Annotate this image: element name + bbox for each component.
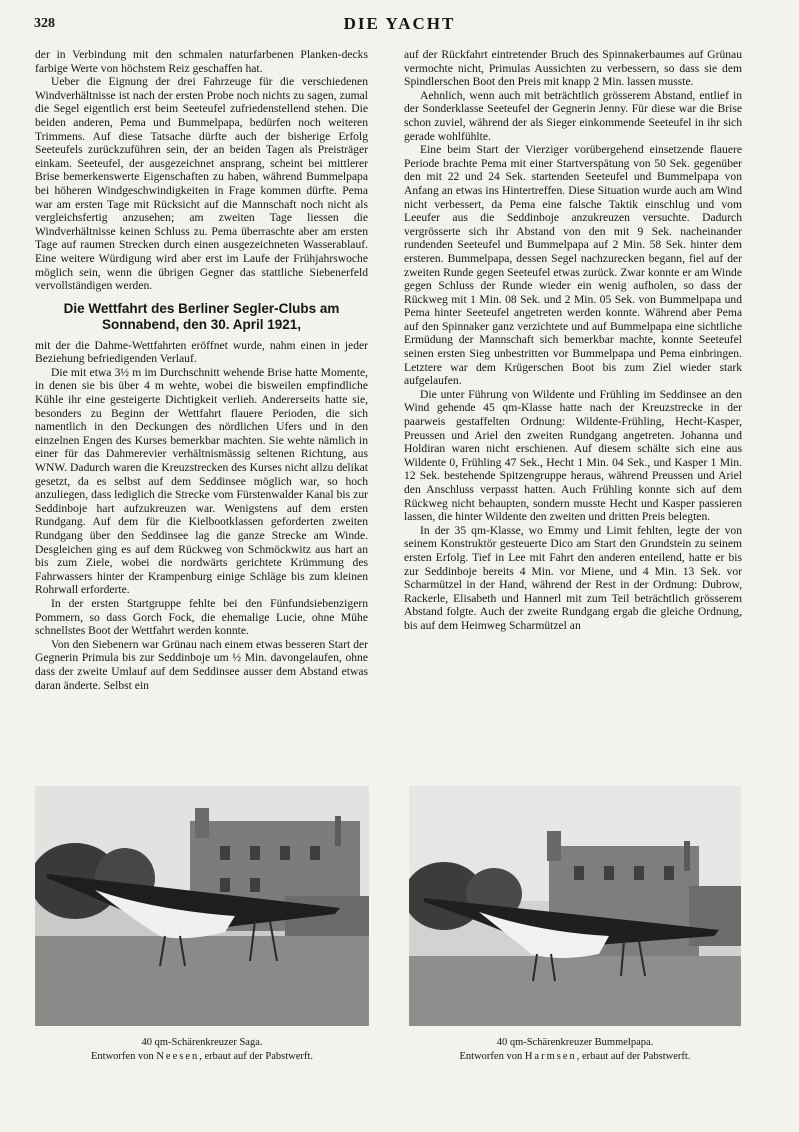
paragraph: Ueber die Eignung der drei Fahrzeuge für die verschiedenen Windverhältnisse ist nach der ersten Probe noch nichts zu sagen, zumal die Segel eigentlich erst beim Seeteufel zufriedenstellend stehen. Die beiden anderen, Pema und Bummelpapa, bedürfen noch weiteren Trimmens. Auf diese Tatsache dürfte auch der bisherige Erfolg Seeteufels zurückzuführen sein, der an beiden Tagen als Preisträger einkam. Seeteufel, der ausgezeichnet ansprang, scheint bei mittlerer Brise bemerkenswerte Eigenschaften zu haben, während Bummelpapa bei höheren Windgeschwindigkeiten in Frage kommen dürfte. Pema war am ersten Tage mit Rücksicht auf die Mannschaft noch nicht als vergleichsfertig anzusehen; am zweiten Tage liessen die Windverhältnisse keinen Schluss zu. Pema überraschte aber am ersten Tage auf raumen Strecken durch einen ausgezeichneten Wasserablauf. Eine weitere Würdigung wird aber erst im Laufe der Frühjahrswoche möglich sein, wenn die übrigen Gegner das stattliche Siebenerfeld vervollständigen werden. [35,75,368,293]
page-number: 328 [34,16,55,31]
paragraph: Eine beim Start der Vierziger vorübergehend einsetzende flauere Periode brachte Pema mit einer Startverspätung von 50 Sek. gegenüber den mit 22 und 24 Sek. startenden Seeteufel und Bummelpapa von Anfang an etwas ins Hintertreffen. Diese Situation wurde auch am Wind nicht verbessert, da Pema eine falsche Taktik einschlug und vom Leeufer aus die Seddinboje anzukreuzen versuchte. Dadurch vergrösserte sich ihr Abstand von den mit 9 Sek. nacheinander rundenden Seeteufel und Bummelpapa auf 2 Min. 58 Sek. hinter dem ersteren. Bummelpapa, dessen Segel nachzurecken begann, fiel auf der zweiten Runde gegen Seeteufel etwas zurück. Zwar konnte er am Winde gegen Schluss der Runde wieder ein wenig aufholen, so dass der Rückweg mit 1 Min. 08 Sek. und 2 Min. 05 Sek. von Bummelpapa und Pema hinter Seeteufel angetreten werden konnte. Während aber Pema auf den Spinnaker ganz verzichtete und auf Bummelpapa eine sichtliche Ermüdung der Mannschaft sich bemerkbar machte, konnte Seeteufel seinen ersten Sieg unbestritten vor Bummelpapa und Pema einbringen. Letztere war dem Krügerschen Boot bis zum Ziel wieder stark aufgelaufen. [404,143,742,388]
paragraph: Von den Siebenern war Grünau nach einem etwas besseren Start der Gegnerin Primula bis zur Seddinboje um ½ Min. davongelaufen, ohne dass der zweite Umlauf auf dem Seddinsee ausser dem Abstand etwas daran änderte. Selbst ein [35,637,368,692]
left-column [35,48,368,692]
running-title: DIE YACHT [343,14,456,33]
caption-title: 40 qm-Schärenkreuzer Bummelpapa. [496,1037,654,1048]
caption-title: 40 qm-Schärenkreuzer Saga. [141,1037,263,1048]
caption-credit [409,1050,741,1064]
paragraph: auf der Rückfahrt eintretender Bruch des Spinnakerbaumes auf Grünau vermochte nicht, Primulas Aussichten zu verbessern, so dass sie dem Spindlerschen Boot den Preis mit knapp 2 Min. lassen musste. [404,48,742,89]
photo-yacht-saga [35,786,369,1026]
figure-caption-saga [35,1036,369,1063]
caption-prefix: Entworfen von [459,1050,523,1062]
photo-yacht-bummelpapa [409,786,741,1026]
caption-suffix: , erbaut auf der Pabstwerft. [576,1050,691,1062]
paragraph: In der ersten Startgruppe fehlte bei den Fünfundsiebenzigern Pommern, so dass Gorch Fock, die ehemalige Lucie, ohne Mühe schnellstes Boot der Wettfahrt werden konnte. [35,596,368,638]
caption-prefix: Entworfen von [91,1050,154,1062]
caption-designer: Neesen [156,1050,200,1062]
paragraph: Aehnlich, wenn auch mit beträchtlich grösserem Abstand, entlief in der Sonderklasse Seeteufel der Gegnerin Jenny. Für diese war die Brise schon zuviel, während der als Sieger einkommende Seeteufel in ihr sich gerade wohlfühlte. [404,88,742,143]
paragraph: der in Verbindung mit den schmalen naturfarbenen Planken-decks farbige Werte von höchstem Reiz geschaffen hat. [35,48,368,75]
caption-credit [35,1050,369,1064]
caption-suffix: , erbaut auf der Pabstwerft. [199,1050,313,1062]
paragraph: mit der die Dahme-Wettfahrten eröffnet wurde, nahm einen in jeder Beziehung befriedigenden Verlauf. [35,338,368,366]
yacht-photo-illustration [35,786,369,1026]
paragraph: Die unter Führung von Wildente und Frühling im Seddinsee an den Wind gehende 45 qm-Klasse hatte nach der Kreuzstrecke in der paarweis gestaffelten Ordnung: Wildente-Frühling, Hecht-Kasper, Preussen und Ariel den zweiten Rundgang angetreten. Johanna und Holdiran waren nicht erschienen. Auf diesem schälte sich eine aus Wildente 0, Frühling 47 Sek., Hecht 1 Min. 04 Sek., und Kasper 1 Min. 12 Sek. bestehende Spitzengruppe heraus, während Preussen und Ariel den Anschluss verpasst hatten. Auch Frühling konnte sich auf dem Rückweg nicht behaupten, sondern musste Hecht und Kasper passieren lassen, die hinter Wildente den zweiten und dritten Preis belegten. [404,387,742,524]
caption-designer: Harmsen [524,1050,577,1062]
figure-caption-bummelpapa [409,1036,741,1063]
section-heading: Die Wettfahrt des Berliner Segler-Clubs am Sonnabend, den 30. April 1921, [63,300,340,332]
paragraph: In der 35 qm-Klasse, wo Emmy und Limit fehlten, legte der von seinem Konstruktör gesteuerte Dico am Start den Grundstein zu seinem ersten Erfolg. Tief in Lee mit Fahrt den anderen enteilend, hatte er bis zur Seddinboje bereits 4 Min. vor Miene, und 4 Min. 13 Sek. vor Scharmützel in der Hand, während der Rest in der Ordnung: Dubrow, Rackerle, Elisabeth und Hannerl mit zum Teil beträchtlich grösserem Abstand folgte. Auch der zweite Rundgang ergab die gleiche Ordnung, bis auf dem Heimweg Scharmützel an [404,523,742,632]
yacht-photo-illustration [409,786,741,1026]
paragraph: Die mit etwa 3½ m im Durchschnitt wehende Brise hatte Momente, in denen sie bis über 4 m wehte, wobei die bisweilen empfindliche Kühle ihr eine gesteigerte Dichtigkeit verlieh. Andererseits hatte sie, besonders zu Beginn der Wettfahrt flauere Perioden, die sich namentlich in den Deckungen des nördlichen Ufers und in den einzelnen Engen des Kurses bemerkbar machten. Sie wehte nämlich in einer für das Dahmerevier verhältnismässig seltenen Richtung, aus WNW. Dadurch waren die Kreuzstrecken des Kurses nicht allzu delikat gesetzt, da es selbst auf dem Seddinsee möglich war, so hoch anzuliegen, dass lediglich die Strecke vom Fürstenwalder Kanal bis zur Seddinboje hart aufzukreuzen war. Wenigstens auf dem ersten Rundgang. Auf dem für die Kielbootklassen geforderten zweiten Rundgang über den Seddinsee lag die ganze Strecke am Winde. Desgleichen ging es auf dem Rückweg von Schmöckwitz aus hart an bis zum Ziele, wobei die nordwärts gerichtete Krümmung des Fahrwassers hinter der Krampenburg einige Schläge bis zum kleinen Rohrwall erforderte. [35,365,368,597]
right-column [404,48,742,633]
